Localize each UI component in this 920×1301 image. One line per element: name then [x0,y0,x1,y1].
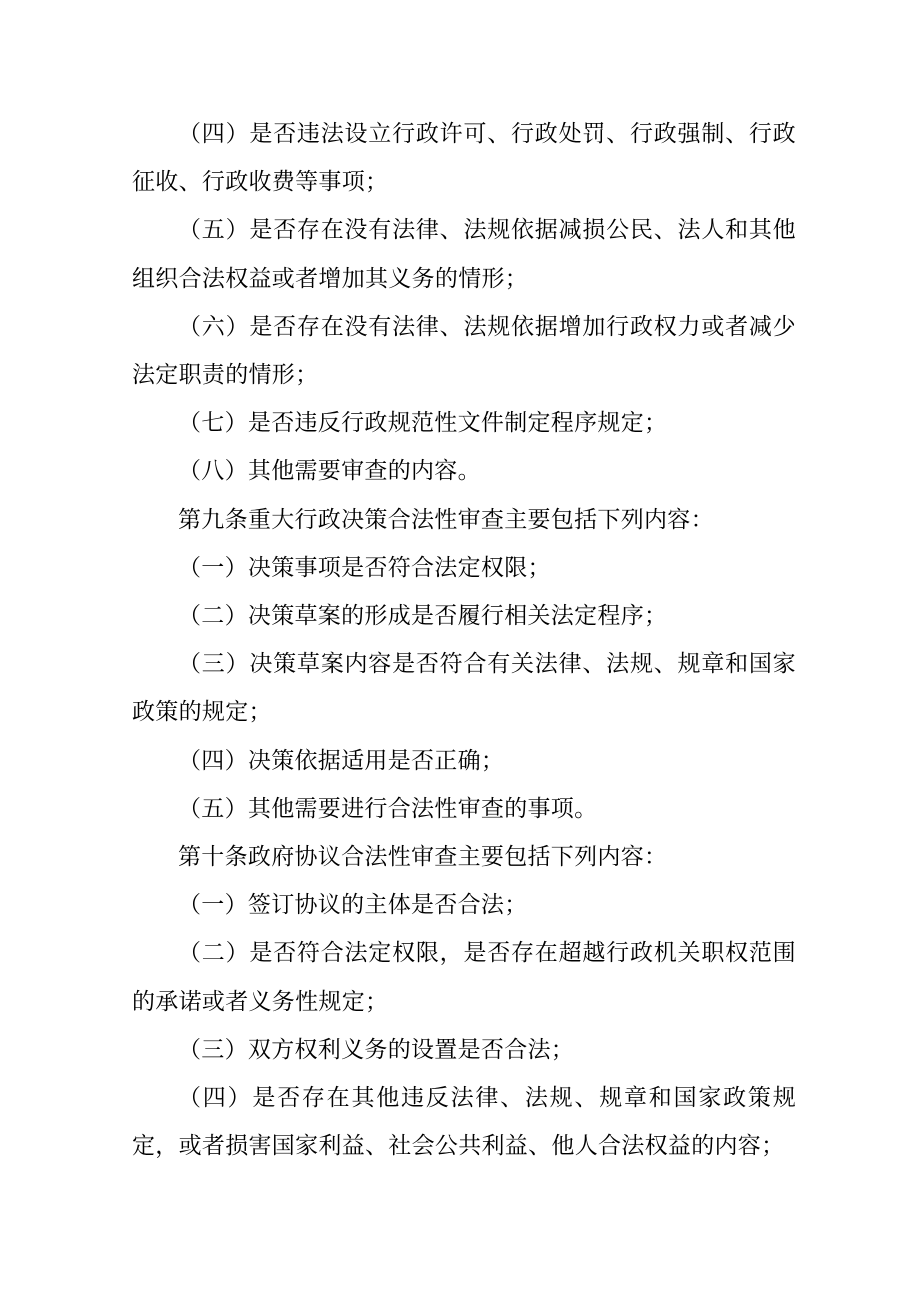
paragraph-item-7: （七）是否违反行政规范性文件制定程序规定； [178,410,668,437]
article-9-item-3: （三）决策草案内容是否符合有关法律、法规、规章和国家政策的规定； [132,651,796,726]
article-9-item-2: （二）决策草案的形成是否履行相关法定程序； [178,603,668,630]
paragraph-item-4: （四）是否违法设立行政许可、行政处罚、行政强制、行政征收、行政收费等事项； [132,121,796,196]
paragraph-item-6: （六）是否存在没有法律、法规依据增加行政权力或者减少法定职责的情形； [132,313,796,389]
paragraph-item-8: （八）其他需要审查的内容。 [178,458,481,485]
article-10-item-3: （三）双方权利义务的设置是否合法； [178,1036,575,1063]
article-9-heading: 第九条重大行政决策合法性审查主要包括下列内容： [178,506,714,533]
document-body [132,110,796,1170]
article-10-item-4: （四）是否存在其他违反法律、法规、规章和国家政策规定，或者损害国家利益、社会公共利益、他人合法权益的内容； [132,1085,796,1160]
article-9-item-5: （五）其他需要进行合法性审查的事项。 [178,795,598,822]
paragraph-item-5: （五）是否存在没有法律、法规依据减损公民、法人和其他组织合法权益或者增加其义务的情形； [132,217,796,292]
article-10-heading: 第十条政府协议合法性审查主要包括下列内容： [178,844,668,871]
article-9-item-1: （一）决策事项是否符合法定权限； [178,554,551,581]
article-9-item-4: （四）决策依据适用是否正确； [178,747,505,774]
article-10-item-2: （二）是否符合法定权限，是否存在超越行政机关职权范围的承诺或者义务性规定； [132,940,796,1015]
article-10-item-1: （一）签订协议的主体是否合法； [178,892,528,919]
